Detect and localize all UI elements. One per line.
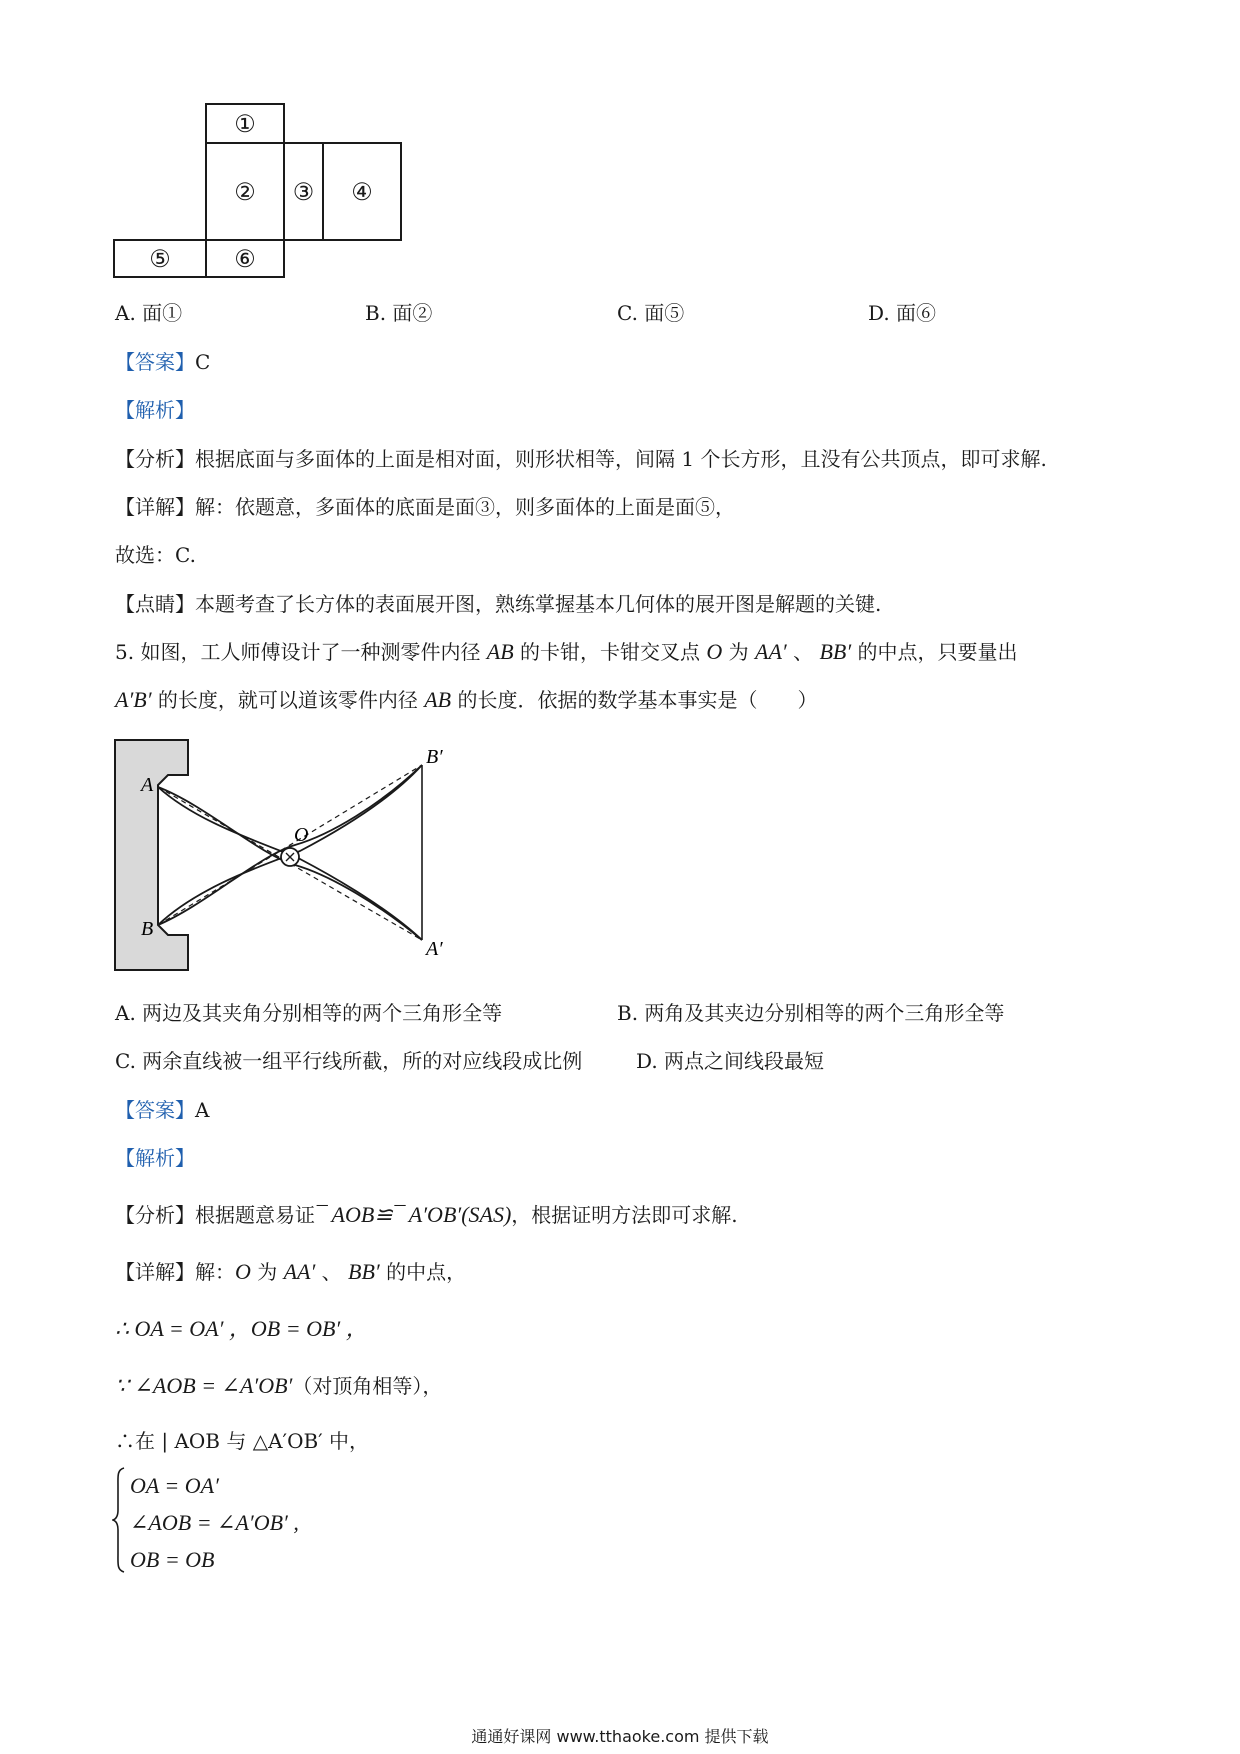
answer-value: C (195, 350, 211, 374)
fenxi-text-a: 根据题意易证 (195, 1203, 315, 1227)
answer-tag: 【答案】 (115, 1098, 195, 1122)
fenxi-text-b: ，根据证明方法即可求解. (511, 1203, 738, 1227)
label-a: A (141, 774, 154, 796)
net-face-3: ③ (283, 142, 324, 241)
calipers-figure (110, 735, 470, 975)
segment-aa: AA′ (755, 639, 787, 664)
q5-stem-line1: 5. 如图，工人师傅设计了一种测零件内径 AB 的卡钳，卡钳交叉点 O 为 AA′ 、 BB′ 的中点，只要量出 (115, 639, 1018, 664)
q4-fenxi (115, 445, 1047, 473)
segment-bb: BB′ (819, 639, 852, 664)
q4-option-b: B. 面② (365, 301, 433, 325)
xiangjie-text: 解：依题意，多面体的底面是面③，则多面体的上面是面⑤， (195, 495, 735, 519)
q5-option-c: C. 两余直线被一组平行线所截，所的对应线段成比例 (115, 1049, 583, 1073)
system-line-3: OB = OB (130, 1547, 215, 1572)
net-face-4: ④ (322, 142, 402, 241)
segment-ab-2: AB (424, 687, 452, 712)
page-footer: 通通好课网 www.tthaoke.com 提供下载 (471, 1727, 769, 1746)
q5-option-a: A. 两边及其夹角分别相等的两个三角形全等 (115, 1001, 503, 1025)
label-b: B (141, 918, 154, 940)
net-face-5: ⑤ (113, 239, 207, 278)
fenxi-tag: 【分析】 (115, 1203, 195, 1227)
label-o: O (294, 824, 309, 846)
answer-tag: 【答案】 (115, 350, 195, 374)
q5-option-b: B. 两角及其夹边分别相等的两个三角形全等 (617, 1001, 1005, 1025)
analysis-tag: 【解析】 (115, 398, 195, 422)
dianjing-text: 本题考查了长方体的表面展开图，熟练掌握基本几何体的展开图是解题的关键. (195, 592, 882, 616)
angle-equation: ∵ ∠AOB = ∠A′OB′ (115, 1373, 293, 1398)
fenxi-text: 根据底面与多面体的上面是相对面，则形状相等，间隔 1 个长方形，且没有公共顶点，即可求解. (195, 447, 1047, 471)
dashed-b-b-prime (158, 765, 422, 925)
q5-step-2: ∵ ∠AOB = ∠A′OB′（对顶角相等）， (115, 1373, 443, 1398)
congruence-expression: ¯ AOB≌¯ A′OB′(SAS) (315, 1202, 512, 1227)
analysis-tag: 【解析】 (115, 1146, 195, 1170)
label-a-prime: A′ (426, 938, 443, 960)
xiangjie-tag: 【详解】 (115, 1260, 195, 1284)
net-face-2: ② (205, 142, 285, 241)
net-face-1: ① (205, 103, 285, 144)
q5-step-1: ∴ OA = OA′ ，OB = OB′ ， (115, 1316, 368, 1341)
xiangjie-tag: 【详解】 (115, 495, 195, 519)
net-face-6: ⑥ (205, 239, 285, 278)
q5-analysis-heading (115, 1144, 195, 1172)
q5-step-3: ∴在 | AOB 与 △A′OB′ 中， (115, 1429, 370, 1453)
segment-ab: AB (486, 639, 514, 664)
q4-option-d: D. 面⑥ (868, 301, 937, 325)
q5-stem-line2: A′B′ 的长度，就可以道该零件内径 AB 的长度．依据的数学基本事实是（ ） (115, 687, 818, 712)
label-b-prime: B′ (426, 746, 443, 768)
dianjing-tag: 【点睛】 (115, 592, 195, 616)
q4-guxuan: 故选：C. (115, 543, 196, 567)
fenxi-tag: 【分析】 (115, 447, 195, 471)
system-line-2: ∠AOB = ∠A′OB′ , (130, 1510, 299, 1535)
q5-answer (115, 1096, 209, 1124)
answer-value: A (195, 1098, 210, 1122)
q4-option-c: C. 面⑤ (617, 301, 685, 325)
q4-answer (115, 348, 210, 376)
q5-xiangjie: 【详解】解：O 为 AA′ 、 BB′ 的中点， (115, 1259, 467, 1284)
segment-apbp: A′B′ (115, 687, 152, 712)
q5-option-d: D. 两点之间线段最短 (636, 1049, 825, 1073)
q4-option-a: A. 面① (115, 301, 183, 325)
q4-dianjing (115, 590, 881, 618)
q5-fenxi (115, 1201, 738, 1229)
system-line-1: OA = OA′ (130, 1473, 219, 1498)
point-o: O (706, 639, 723, 664)
q4-analysis-heading (115, 396, 195, 424)
left-brace-icon (112, 1466, 126, 1574)
q4-xiangjie (115, 493, 735, 521)
